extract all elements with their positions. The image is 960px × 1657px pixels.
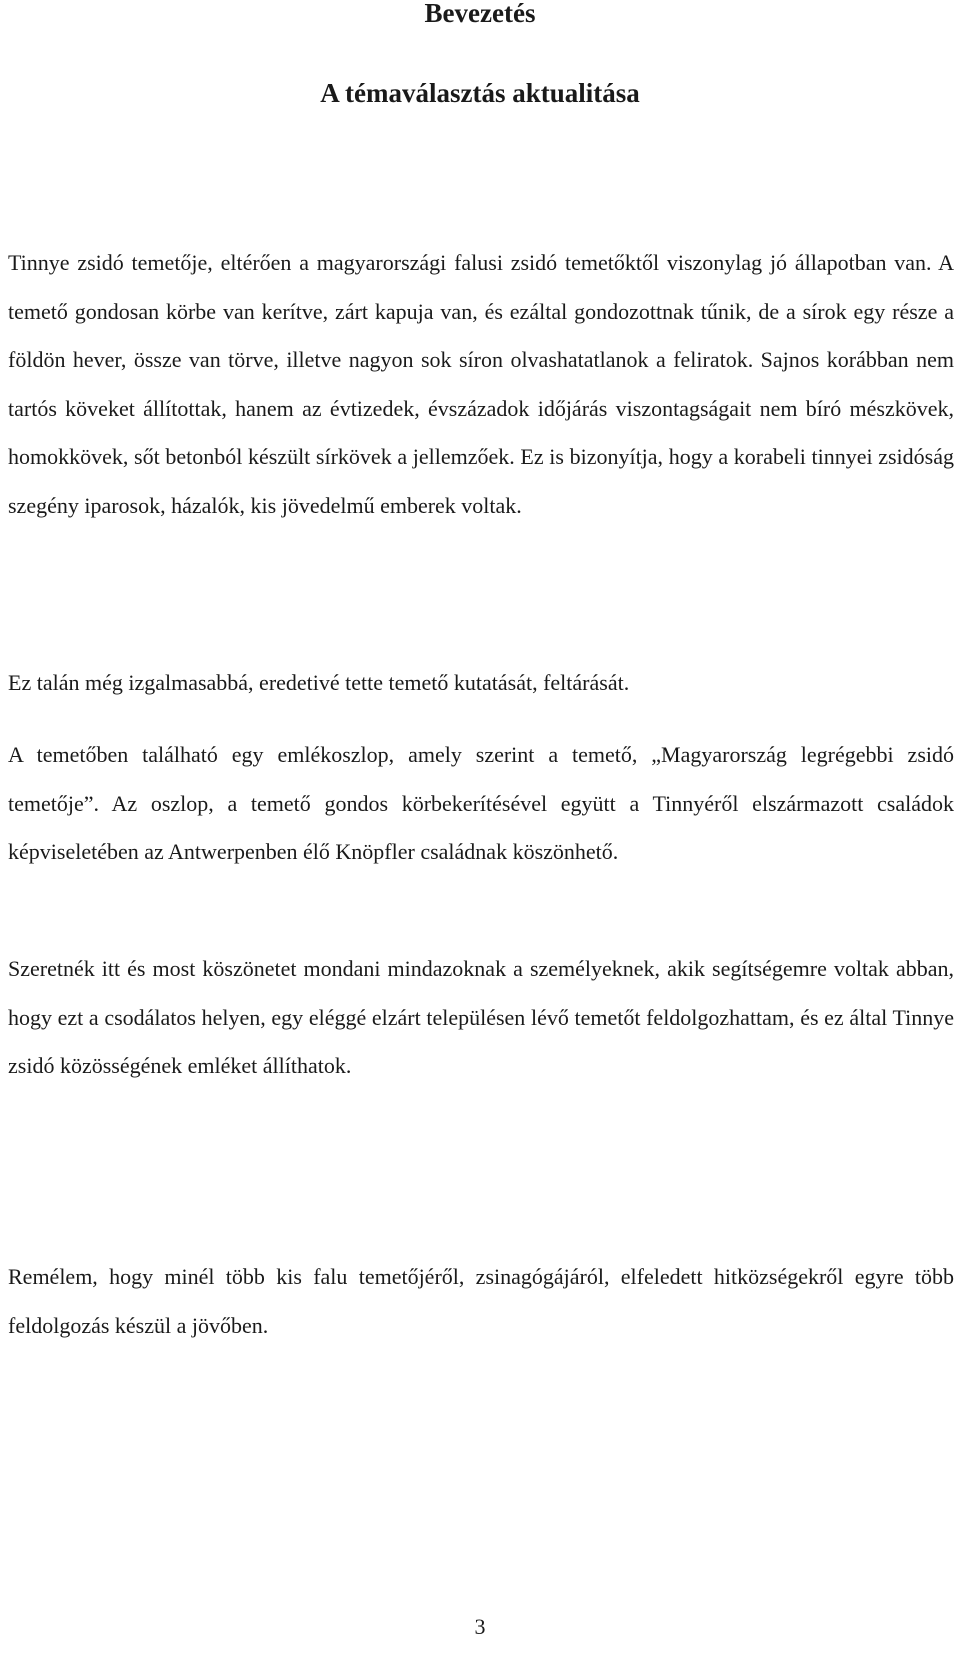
page-number: 3 — [474, 1614, 486, 1639]
paragraph-research-interest: Ez talán még izgalmasabbá, eredetivé tette temető kutatását, feltárását. — [8, 670, 630, 695]
section-title: A témaválasztás aktualitása — [320, 78, 640, 108]
paragraph-closing-hope: Remélem, hogy minél több kis falu temetőjéről, zsinagógájáról, elfeledett hitközségekről egyre több feldolgozás készül a jövőben. — [8, 1264, 954, 1338]
paragraph-acknowledgements: Szeretnék itt és most köszönetet mondani mindazoknak a személyeknek, akik segítségemre voltak abban, hogy ezt a csodálatos helyen, egy eléggé elzárt településen lévő temetőt feldolgozhattam, és ez által Tinnye zsidó közösségének emléket állíthatok. — [8, 956, 954, 1078]
paragraph-memorial-column: A temetőben található egy emlékoszlop, amely szerint a temető, „Magyarország legrégebbi zsidó temetője”. Az oszlop, a temető gondos körbekerítésével együtt a Tinnyéről elszármazott családok képviseletében az Antwerpenben élő Knöpfler családnak köszönhető. — [8, 742, 954, 864]
paragraph-cemetery-condition: Tinnye zsidó temetője, eltérően a magyarországi falusi zsidó temetőktől viszonylag jó állapotban van. A temető gondosan körbe van kerítve, zárt kapuja van, és ezáltal gondozottnak tűnik, de a sírok egy része a földön hever, össze van törve, illetve nagyon sok síron olvashatatlanok a feliratok. Sajnos korábban nem tartós köveket állítottak, hanem az évtizedek, évszázadok időjárás viszontagságait nem bíró mészkövek, homokkövek, sőt betonból készült sírkövek a jellemzőek. Ez is bizonyítja, hogy a korabeli tinnyei zsidóság szegény iparosok, házalók, kis jövedelmű emberek voltak. — [8, 250, 954, 518]
document-heading: Bevezetés — [424, 0, 536, 28]
